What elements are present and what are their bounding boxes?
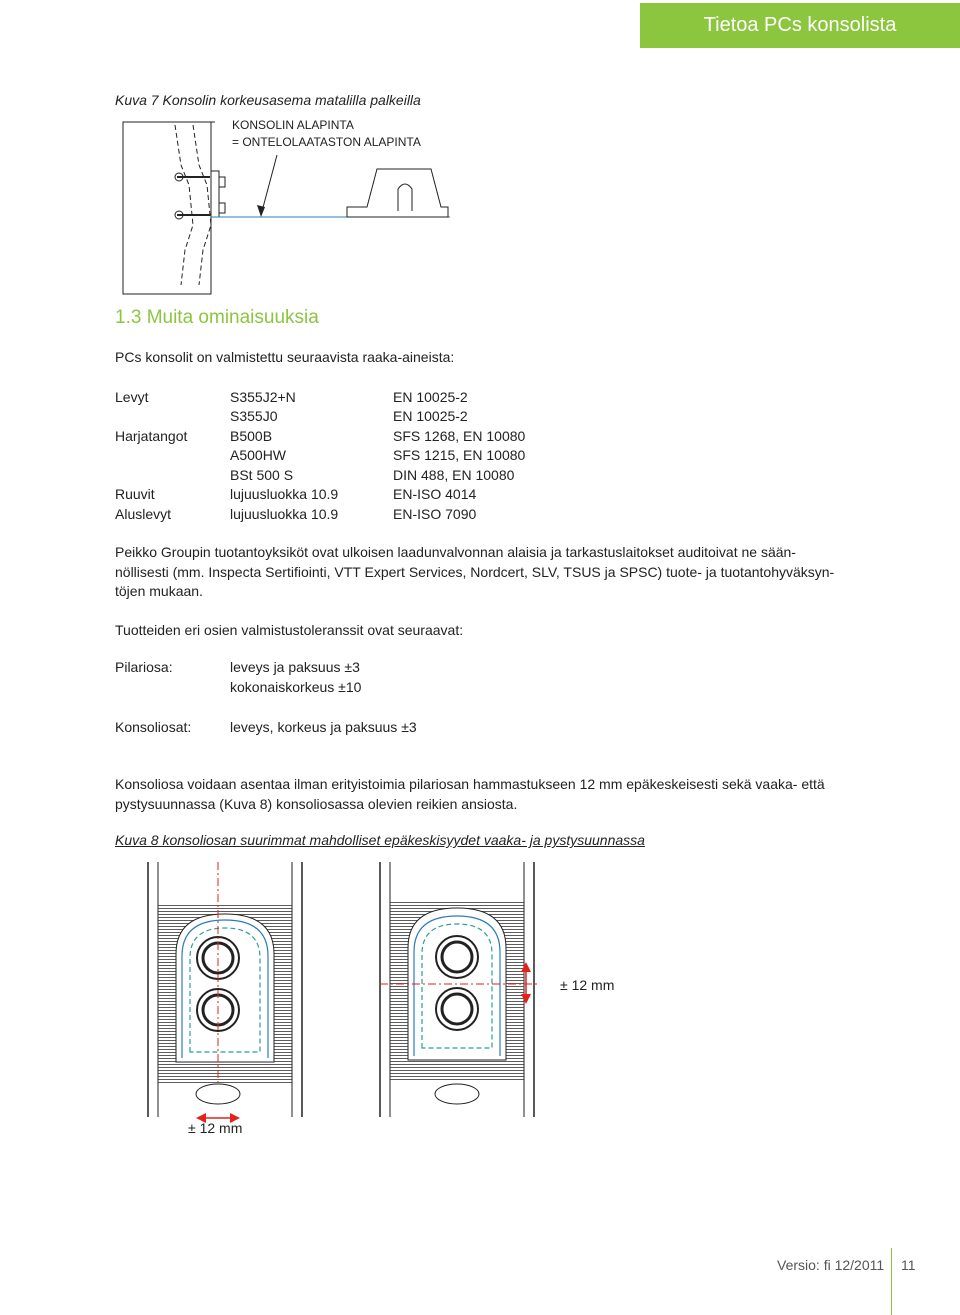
section-title: 1.3 Muita ominaisuuksia	[115, 307, 319, 328]
material-standard: SFS 1215, EN 10080	[393, 447, 526, 464]
material-grade: S355J2+N	[230, 388, 296, 405]
mounting-line-1: Konsoliosa voidaan asentaa ilman erityistoimia pilariosan hammastukseen 12 mm epäkeskeisesti sekä vaaka- että	[115, 776, 825, 792]
material-standard: EN-ISO 7090	[393, 505, 477, 522]
tolerance-value: leveys ja paksuus ±3	[230, 659, 360, 675]
page-number: 11	[901, 1257, 916, 1273]
section-intro: PCs konsolit on valmistettu seuraavista raaka-aineista:	[115, 349, 455, 365]
header-title: Tietoa PCs konsolista	[640, 3, 960, 48]
figure-7-caption: Kuva 7 Konsolin korkeusasema matalilla palkeilla	[115, 92, 421, 108]
figure-8-caption: Kuva 8 konsoliosan suurimmat mahdolliset epäkeskisyydet vaaka- ja pystysuunnassa	[115, 832, 645, 848]
left-column	[148, 862, 302, 1117]
figure-8-drawing	[140, 862, 560, 1122]
material-standard: EN-ISO 4014	[393, 486, 477, 503]
right-column	[380, 862, 540, 1117]
table-row	[115, 504, 525, 524]
table-row	[115, 697, 417, 717]
material-grade: A500HW	[230, 447, 287, 464]
table-row	[115, 485, 525, 505]
tolerances-intro: Tuotteiden eri osien valmistustoleranssit ovat seuraavat:	[115, 622, 464, 638]
tolerance-value	[230, 697, 417, 717]
materials-table	[115, 387, 525, 524]
tolerance-part	[115, 697, 230, 717]
table-row	[115, 717, 417, 737]
material-standard: SFS 1268, EN 10080	[393, 427, 526, 444]
tolerance-part: Pilariosa:	[115, 659, 173, 675]
table-row	[115, 387, 525, 407]
material-standard: EN 10025-2	[393, 388, 468, 405]
material-part: Levyt	[115, 388, 149, 405]
quality-line-1: Peikko Groupin tuotantoyksiköt ovat ulkoisen laadunvalvonnan alaisia ja tarkastuslaitokset auditoivat ne sään-	[115, 544, 796, 560]
table-row	[115, 446, 525, 466]
table-row	[115, 407, 525, 427]
material-part	[115, 465, 230, 485]
figure-7-label-1: KONSOLIN ALAPINTA	[232, 118, 354, 132]
material-grade: S355J0	[230, 408, 278, 425]
table-row	[115, 677, 417, 697]
figure-7-label-2: = ONTELOLAATASTON ALAPINTA	[232, 135, 421, 149]
footer-version: Versio: fi 12/2011	[777, 1257, 885, 1273]
material-part: Ruuvit	[115, 486, 155, 503]
material-part: Aluslevyt	[115, 505, 172, 522]
mounting-line-2: pystysuunnassa (Kuva 8) konsoliosassa olevien reikien ansiosta.	[115, 795, 518, 812]
table-row	[115, 465, 525, 485]
material-standard: EN 10025-2	[393, 408, 468, 425]
footer-divider	[891, 1248, 892, 1315]
material-grade: lujuusluokka 10.9	[230, 486, 339, 503]
dimension-label-horizontal: ± 12 mm	[188, 1120, 243, 1136]
material-part: Harjatangot	[115, 427, 188, 444]
material-part	[115, 407, 230, 427]
tolerance-value: leveys, korkeus ja paksuus ±3	[230, 719, 417, 735]
table-row	[115, 657, 417, 677]
tolerances-table	[115, 657, 417, 737]
material-grade: B500B	[230, 427, 273, 444]
quality-line-3: töjen mukaan.	[115, 583, 203, 599]
material-part	[115, 446, 230, 466]
dimension-label-vertical: ± 12 mm	[560, 977, 615, 993]
material-grade: lujuusluokka 10.9	[230, 505, 339, 522]
tolerance-part	[115, 677, 230, 697]
tolerance-value: kokonaiskorkeus ±10	[230, 679, 362, 695]
material-standard: DIN 488, EN 10080	[393, 466, 515, 483]
tolerance-part: Konsoliosat:	[115, 719, 192, 735]
quality-line-2: nöllisesti (mm. Inspecta Sertifiointi, VTT Expert Services, Nordcert, SLV, TSUS ja SPSC) tuote- ja tuotantohyväksyn-	[115, 563, 835, 580]
table-row	[115, 426, 525, 446]
material-grade: BSt 500 S	[230, 466, 294, 483]
